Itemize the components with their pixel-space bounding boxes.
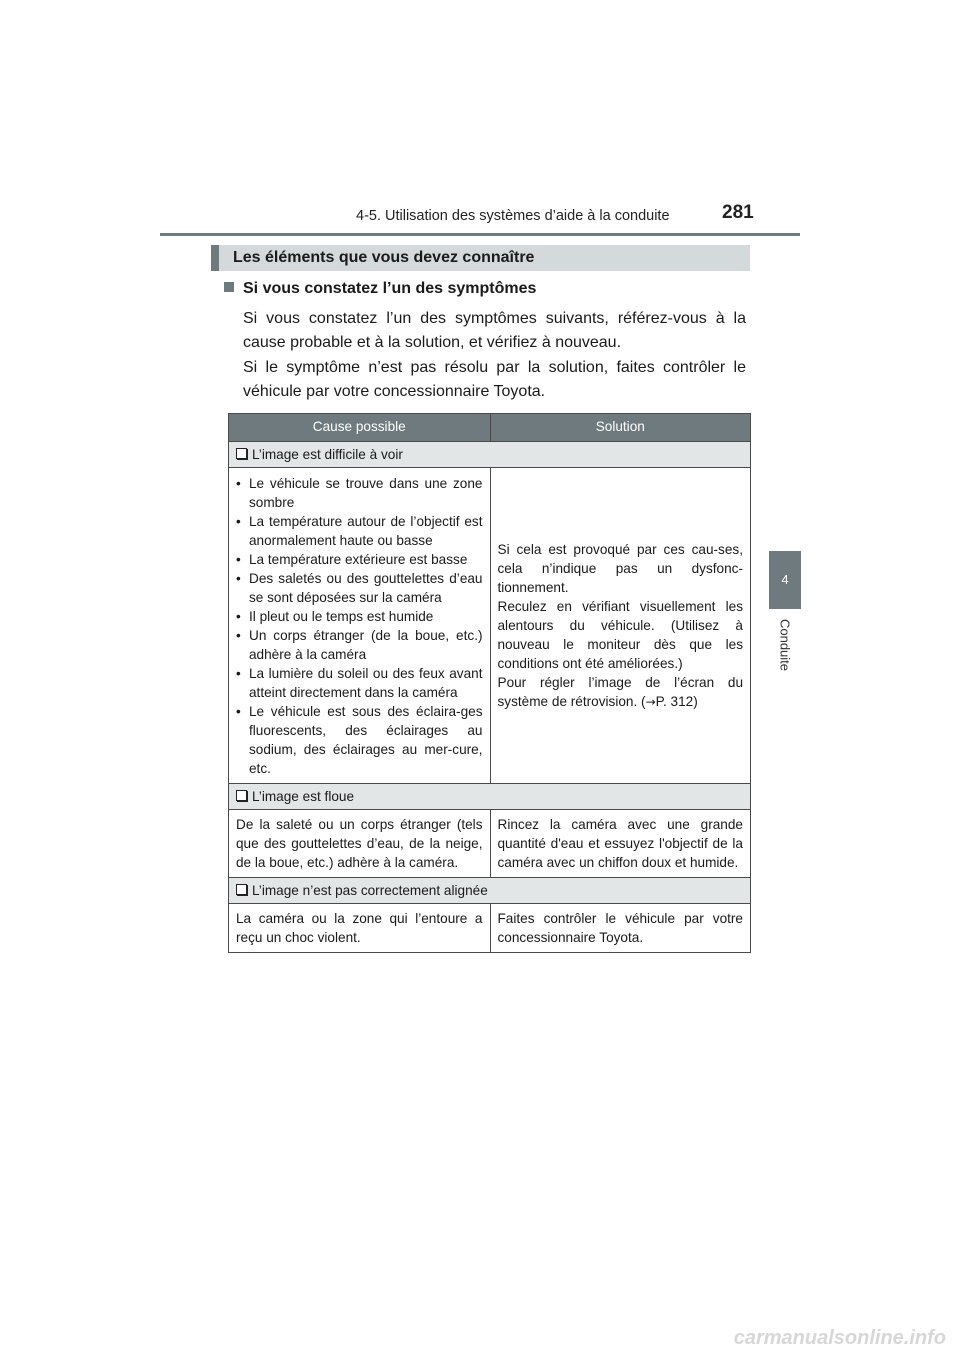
cause-item: • La lumière du soleil ou des feux avant atteint directement dans la caméra — [236, 664, 483, 702]
header-solution: Solution — [490, 414, 751, 442]
cause-item: • La température autour de l’objectif est anormalement haute ou basse — [236, 512, 483, 550]
category-row — [229, 442, 751, 468]
cause-cell: De la saleté ou un corps étranger (tels que des gouttelettes d’eau, de la neige, de la boue, etc.) adhère à la caméra. — [229, 810, 491, 878]
sub-heading — [224, 280, 536, 298]
category-row — [229, 878, 751, 904]
category-label: L’image n’est pas correctement alignée — [252, 883, 488, 898]
category-cell — [229, 784, 751, 810]
checkbox-icon — [236, 790, 247, 801]
cause-list — [236, 474, 483, 778]
checkbox-icon — [236, 448, 247, 459]
watermark: carmanualsonline.info — [733, 1327, 946, 1349]
cause-item: • Des saletés ou des gouttelettes d’eau se sont déposées sur la caméra — [236, 569, 483, 607]
category-label: L’image est floue — [252, 789, 355, 804]
symptoms-table — [228, 413, 751, 953]
solution-line: Reculez en vérifiant visuellement les alentours du véhicule. (Utilisez à nouveau le moniteur dès que les conditions ont été améliorées.) — [497, 598, 743, 671]
square-bullet-icon — [224, 282, 234, 292]
cause-item: • Un corps étranger (de la boue, etc.) adhère à la caméra — [236, 626, 483, 664]
category-label: L’image est difficile à voir — [252, 447, 403, 462]
category-cell — [229, 878, 751, 904]
solution-cell: Faites contrôler le véhicule par votre concessionnaire Toyota. — [490, 904, 751, 953]
cause-item: • Le véhicule est sous des éclaira-ges fluorescents, des éclairages au sodium, des éclairages au mer-cure, etc. — [236, 702, 483, 778]
solution-ref-text: Pour régler l’image de l’écran du système de rétrovision. ( — [497, 674, 743, 709]
category-row — [229, 784, 751, 810]
intro-paragraph: Si vous constatez l’un des symptômes suivants, référez-vous à la cause probable et à la solution, et vérifiez à nouveau. — [243, 310, 746, 351]
table-row — [229, 810, 751, 878]
header-cause: Cause possible — [229, 414, 491, 442]
header-section-title: 4-5. Utilisation des systèmes d’aide à la conduite — [356, 208, 670, 224]
cause-cell — [229, 468, 491, 784]
solution-cell: Rincez la caméra avec une grande quantité d'eau et essuyez l'objectif de la caméra avec un chiffon doux et humide. — [490, 810, 751, 878]
arrow-right-icon: → — [645, 694, 656, 709]
chapter-tab: 4 — [769, 551, 801, 609]
cause-item: • Il pleut ou le temps est humide — [236, 607, 483, 626]
section-box — [211, 245, 750, 271]
table-row — [229, 468, 751, 784]
second-paragraph: Si le symptôme n’est pas résolu par la solution, faites contrôler le véhicule par votre concessionnaire Toyota. — [243, 359, 746, 400]
table-header-row — [229, 414, 751, 442]
checkbox-icon — [236, 884, 247, 895]
solution-line: Si cela est provoqué par ces cau-ses, cela n’indique pas un dysfonc-tionnement. — [497, 541, 743, 595]
header-divider — [160, 233, 800, 236]
section-box-title: Les éléments que vous devez connaître — [233, 249, 535, 266]
category-cell — [229, 442, 751, 468]
page-reference-link[interactable]: P. 312) — [655, 693, 698, 709]
solution-cell — [490, 468, 751, 784]
cause-item: • Le véhicule se trouve dans une zone sombre — [236, 474, 483, 512]
page-number: 281 — [722, 202, 754, 223]
sub-heading-text: Si vous constatez l’un des symptômes — [243, 280, 537, 297]
solution-reference — [498, 673, 744, 712]
cause-item: • La température extérieure est basse — [236, 550, 483, 569]
table-row — [229, 904, 751, 953]
cause-cell: La caméra ou la zone qui l’entoure a reçu un choc violent. — [229, 904, 491, 953]
chapter-tab-label: Conduite — [777, 618, 793, 672]
